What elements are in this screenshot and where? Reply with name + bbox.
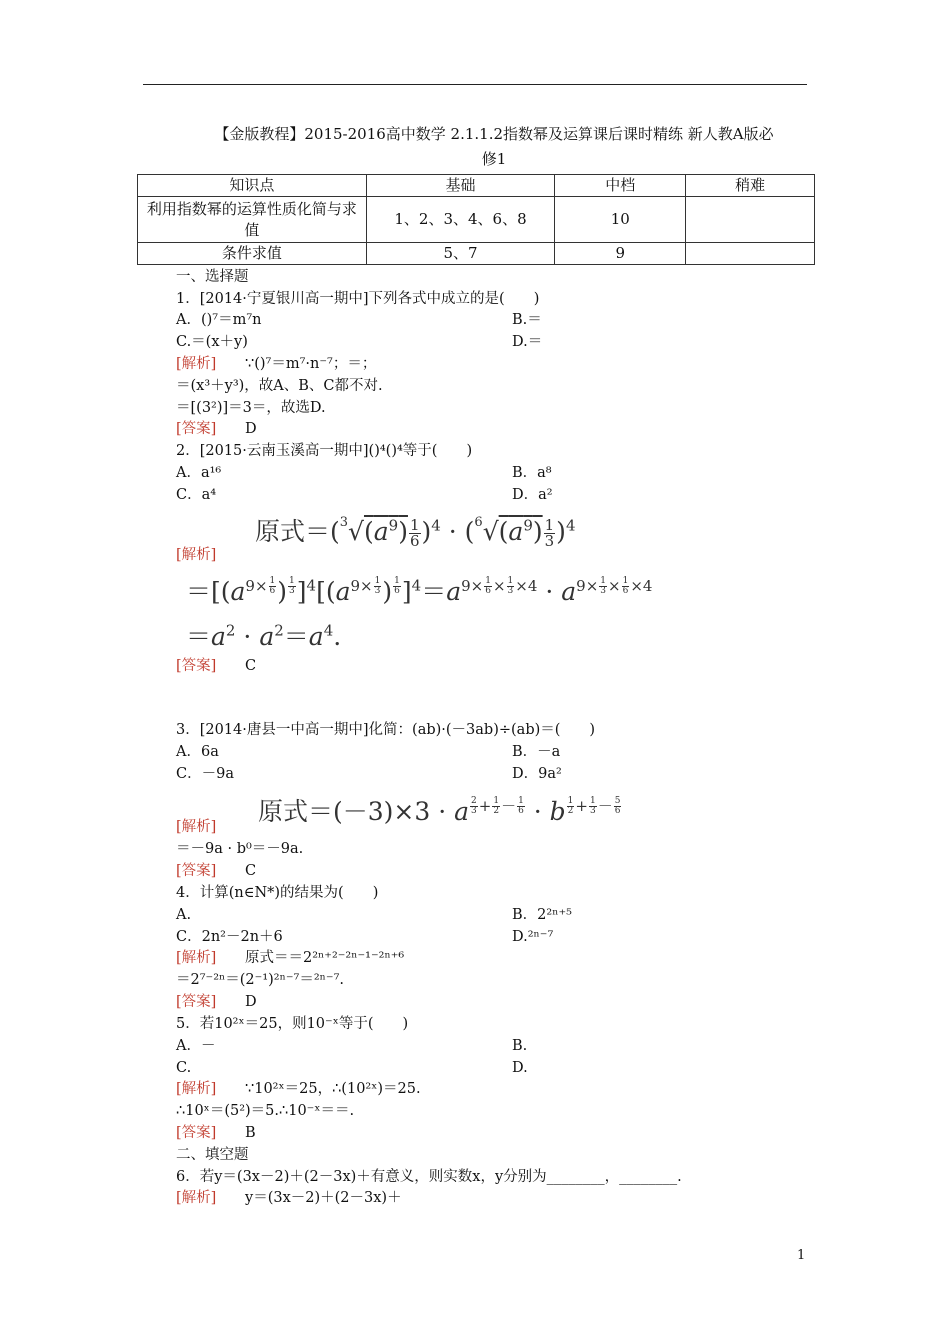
answer-tag: [答案] [176, 994, 217, 1010]
q1-option-a: A．()⁷＝m⁷n [176, 312, 262, 328]
q4-analysis-line-2: ＝2⁷⁻²ⁿ＝(2⁻¹)²ⁿ⁻⁷＝²ⁿ⁻⁷. [176, 972, 344, 988]
q1-analysis: ∵()⁷＝m⁷·n⁻⁷；＝； [245, 356, 377, 372]
question-1: 1．[2014·宁夏银川高一期中]下列各式中成立的是( ) [176, 291, 540, 307]
table-header-cell: 知识点 [138, 175, 367, 197]
q2-answer: C [245, 658, 257, 674]
analysis-tag: [解析] [176, 356, 217, 372]
document-title [175, 122, 813, 172]
q3-option-a: A．6a [176, 744, 219, 760]
table-header-row [138, 175, 815, 197]
q2-option-a: A．a¹⁶ [176, 465, 222, 481]
q4-option-d: D.²ⁿ⁻⁷ [512, 929, 554, 945]
q2-formula-line-1: 原式$=(^3√(a^9)$ $\frac{1}{6}$ )$^4 \cdot (^6√(a^9)$ $\frac{1}{3}$ )$^4$ [255, 515, 576, 550]
page-number: 1 [797, 1248, 806, 1263]
question-2: 2．[2015·云南玉溪高一期中]()⁴()⁴等于( ) [176, 443, 473, 459]
q2-option-c: C．a⁴ [176, 487, 217, 503]
analysis-tag: [解析] [176, 547, 217, 563]
q3-answer: C [245, 863, 257, 879]
table-cell: 5、7 [366, 243, 555, 265]
table-cell: 条件求值 [138, 243, 367, 265]
q1-analysis-line-2: ＝(x³＋y³)，故A、B、C都不对. [176, 378, 383, 394]
table-cell: 利用指数幂的运算性质化简与求值 [138, 197, 367, 243]
knowledge-table [137, 174, 815, 265]
analysis-tag: [解析] [176, 819, 217, 835]
answer-tag: [答案] [176, 863, 217, 879]
table-row [138, 197, 815, 243]
table-header-cell: 稍难 [686, 175, 815, 197]
q1-analysis-line-3: ＝[(3²)]＝3＝，故选D. [176, 400, 326, 416]
q2-formula-line-2: $=[(a^{9\times \frac{1}{6}}$ ) $^{\frac{1}{3}}$ ]$^4[(a^{9\times \frac{1}{3}}$ ) $^{\frac{1}{6}}$ ]$^4=a^{9\times \frac{1}{6} \times \frac{1}{3} \times 4} \cdot a^{9\times \frac{1}{3} \times \frac{1}{6} \times 4}$ [186, 576, 653, 606]
q5-analysis: ∵10²ˣ＝25，∴(10²ˣ)＝25. [245, 1081, 421, 1097]
q1-answer: D [245, 421, 257, 437]
table-cell: 10 [555, 197, 686, 243]
section-heading: 二、填空题 [176, 1147, 249, 1163]
q1-option-d: D.＝ [512, 334, 543, 350]
q1-option-b: B.＝ [512, 312, 542, 328]
q5-analysis-line-2: ∴10ˣ＝(5²)＝5.∴10⁻ˣ＝＝. [176, 1103, 355, 1119]
analysis-tag: [解析] [176, 950, 217, 966]
title-line-2: 修1 [481, 150, 507, 168]
question-3: 3．[2014·唐县一中高一期中]化简：(ab)·(－3ab)÷(ab)＝( ) [176, 722, 596, 738]
question-5: 5．若10²ˣ＝25，则10⁻ˣ等于( ) [176, 1016, 409, 1032]
table-header-cell: 基础 [366, 175, 555, 197]
q4-answer: D [245, 994, 257, 1010]
answer-tag: [答案] [176, 658, 217, 674]
question-4: 4．计算(n∈N*)的结果为( ) [176, 885, 379, 901]
q3-option-d: D．9a² [512, 766, 562, 782]
q4-option-a: A. [176, 907, 192, 923]
section-heading: 一、选择题 [176, 269, 249, 285]
table-cell [686, 243, 815, 265]
table-cell [686, 197, 815, 243]
q5-answer: B [245, 1125, 256, 1141]
analysis-tag: [解析] [176, 1190, 217, 1206]
q2-formula-line-3: $=a^2 \cdot a^2=a^4$. [186, 621, 342, 651]
table-cell: 9 [555, 243, 686, 265]
q5-option-c: C. [176, 1060, 192, 1076]
q4-analysis: 原式＝＝2²ⁿ⁺²⁻²ⁿ⁻¹⁻²ⁿ⁺⁶ [245, 950, 405, 966]
table-header-cell: 中档 [555, 175, 686, 197]
q5-option-b: B. [512, 1038, 528, 1054]
answer-tag: [答案] [176, 421, 217, 437]
q6-analysis: y＝(3x－2)＋(2－3x)＋ [245, 1190, 402, 1206]
analysis-tag: [解析] [176, 1081, 217, 1097]
table-row [138, 243, 815, 265]
header-rule [143, 84, 807, 85]
table-cell: 1、2、3、4、6、8 [366, 197, 555, 243]
q3-analysis-line-2: ＝－9a · b⁰＝－9a. [176, 841, 304, 857]
q5-option-d: D. [512, 1060, 528, 1076]
q3-formula: 原式＝(－3)×3 · a $^{\frac{2}{3} + \frac{1}{2} - \frac{1}{6}}$ · b $^{\frac{1}{2} + \frac{1}{3} - \frac{5}{6}}$ [258, 796, 621, 826]
q2-option-d: D．a² [512, 487, 553, 503]
q4-option-c: C．2n²－2n＋6 [176, 929, 283, 945]
q5-option-a: A．－ [176, 1038, 216, 1054]
q4-option-b: B．2²ⁿ⁺⁵ [512, 907, 572, 923]
q3-option-b: B．－a [512, 744, 561, 760]
question-6: 6．若y＝(3x－2)＋(2－3x)＋有意义，则实数x，y分别为________，________. [176, 1169, 682, 1185]
answer-tag: [答案] [176, 1125, 217, 1141]
title-line-1: 【金版教程】2015-2016高中数学 2.1.1.2指数幂及运算课后课时精练 新人教A版必 [214, 125, 774, 143]
q1-option-c: C.＝(x＋y) [176, 334, 248, 350]
q2-option-b: B．a⁸ [512, 465, 552, 481]
q3-option-c: C．－9a [176, 766, 234, 782]
